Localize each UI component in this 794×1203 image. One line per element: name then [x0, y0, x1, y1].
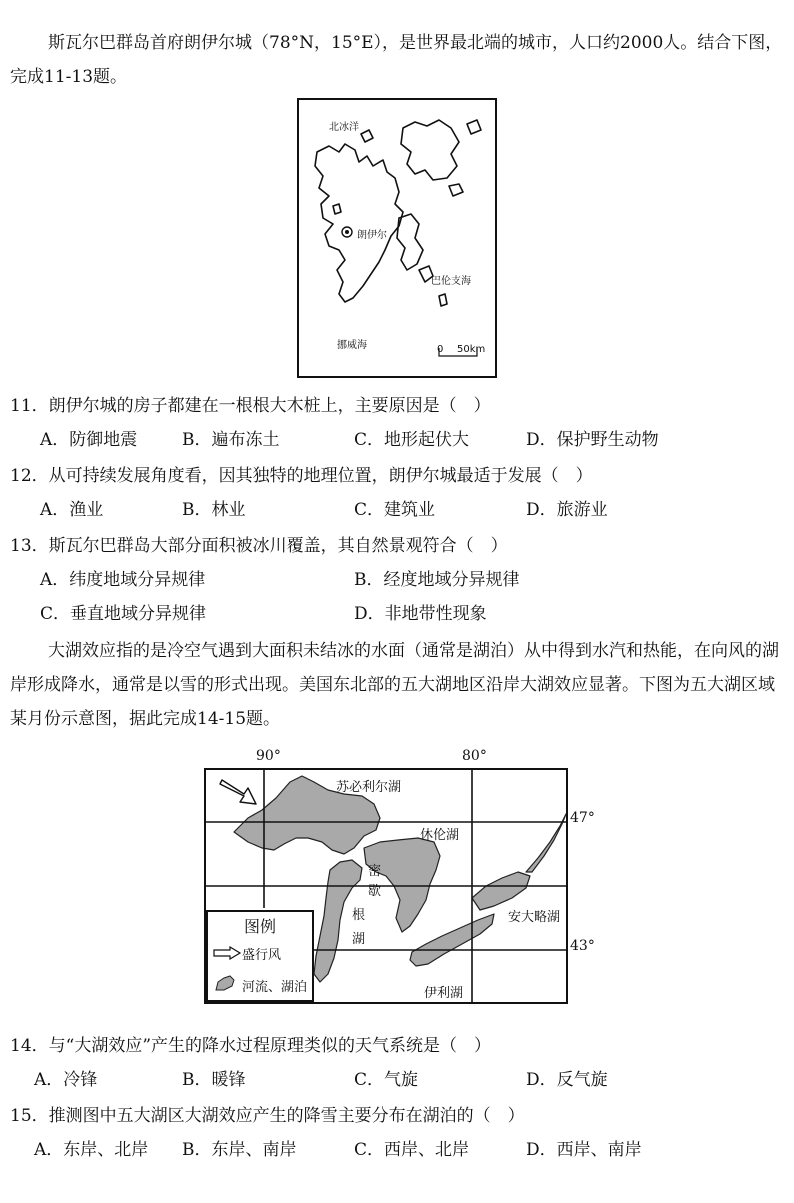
q13-option-c: C．垂直地域分异规律: [40, 604, 207, 624]
lake-ontario-label: 安大略湖: [508, 910, 561, 925]
intro-line-1: 斯瓦尔巴群岛首府朗伊尔城（78°N，15°E），是世界最北端的城市，人口约2000人。结合下图，: [48, 33, 783, 53]
lake-michigan-label-3: 根: [352, 908, 366, 923]
lon-80-label: 80°: [462, 748, 487, 764]
q15-option-a: A．东岸、北岸: [34, 1140, 149, 1160]
intro2-line-3: 某月份示意图，据此完成14-15题。: [10, 709, 281, 729]
question-15-stem: 15．推测图中五大湖区大湖效应产生的降雪主要分布在湖泊的（ ）: [10, 1106, 525, 1126]
question-13-stem: 13．斯瓦尔巴群岛大部分面积被冰川覆盖，其自然景观符合（ ）: [10, 536, 508, 556]
lake-huron-label: 休伦湖: [420, 828, 460, 843]
svalbard-outline: [299, 100, 495, 376]
question-12-stem: 12．从可持续发展角度看，因其独特的地理位置，朗伊尔城最适于发展（ ）: [10, 466, 593, 486]
arctic-ocean-label: 北冰洋: [329, 122, 359, 133]
q13-option-a: A．纬度地域分异规律: [40, 570, 206, 590]
lat-47-label: 47°: [570, 810, 595, 826]
q15-option-d: D．西岸、南岸: [526, 1140, 642, 1160]
q14-option-b: B．暖锋: [182, 1070, 246, 1090]
legend-wind-arrow-icon: [212, 946, 242, 960]
lake-superior-label: 苏必利尔湖: [336, 780, 402, 795]
barents-sea-label: 巴伦支海: [431, 276, 471, 287]
q12-option-d: D．旅游业: [526, 500, 608, 520]
map-legend: [206, 910, 314, 1002]
lat-43-label: 43°: [570, 938, 595, 954]
q11-option-a: A．防御地震: [40, 430, 138, 450]
lake-michigan-label-1: 密: [368, 864, 382, 879]
norwegian-sea-label: 挪威海: [337, 340, 367, 351]
legend-wind-label: 盛行风: [242, 948, 282, 963]
lon-90-label: 90°: [256, 748, 281, 764]
legend-title: 图例: [244, 917, 277, 936]
svalbard-map: [297, 98, 497, 378]
lake-ontario-shape: [472, 872, 530, 910]
lake-michigan-label-4: 湖: [352, 932, 366, 947]
q11-option-c: C．地形起伏大: [354, 430, 470, 450]
intro-line-2: 完成11-13题。: [10, 67, 128, 87]
q11-option-b: B．遍布冻土: [182, 430, 280, 450]
intro2-line-1: 大湖效应指的是冷空气遇到大面积未结冰的水面（通常是湖泊）从中得到水汽和热能，在向风的湖: [48, 641, 779, 661]
q13-option-b: B．经度地域分异规律: [354, 570, 520, 590]
scale-distance-label: 50km: [457, 344, 486, 355]
q14-option-a: A．冷锋: [34, 1070, 98, 1090]
q13-option-d: D．非地带性现象: [354, 604, 487, 624]
q12-option-b: B．林业: [182, 500, 246, 520]
legend-water-label: 河流、湖泊: [242, 980, 308, 995]
q15-option-c: C．西岸、北岸: [354, 1140, 470, 1160]
scale-zero-label: 0: [437, 344, 444, 355]
longyearbyen-label: 朗伊尔: [357, 230, 387, 241]
prevailing-wind-arrow-icon: [220, 780, 256, 804]
question-11-stem: 11．朗伊尔城的房子都建在一根根大木桩上，主要原因是（ ）: [10, 396, 491, 416]
question-14-stem: 14．与“大湖效应”产生的降水过程原理类似的天气系统是（ ）: [10, 1036, 492, 1056]
legend-water-icon: [212, 972, 238, 994]
q12-option-a: A．渔业: [40, 500, 104, 520]
q14-option-d: D．反气旋: [526, 1070, 608, 1090]
q14-option-c: C．气旋: [354, 1070, 419, 1090]
intro2-line-2: 岸形成降水，通常是以雪的形式出现。美国东北部的五大湖地区沿岸大湖效应显著。下图为五大湖区域: [10, 675, 775, 695]
lake-erie-label: 伊利湖: [424, 986, 464, 1001]
q11-option-d: D．保护野生动物: [526, 430, 659, 450]
q15-option-b: B．东岸、南岸: [182, 1140, 297, 1160]
q12-option-c: C．建筑业: [354, 500, 436, 520]
lake-erie-shape: [410, 914, 494, 966]
lake-michigan-label-2: 歇: [368, 884, 382, 899]
